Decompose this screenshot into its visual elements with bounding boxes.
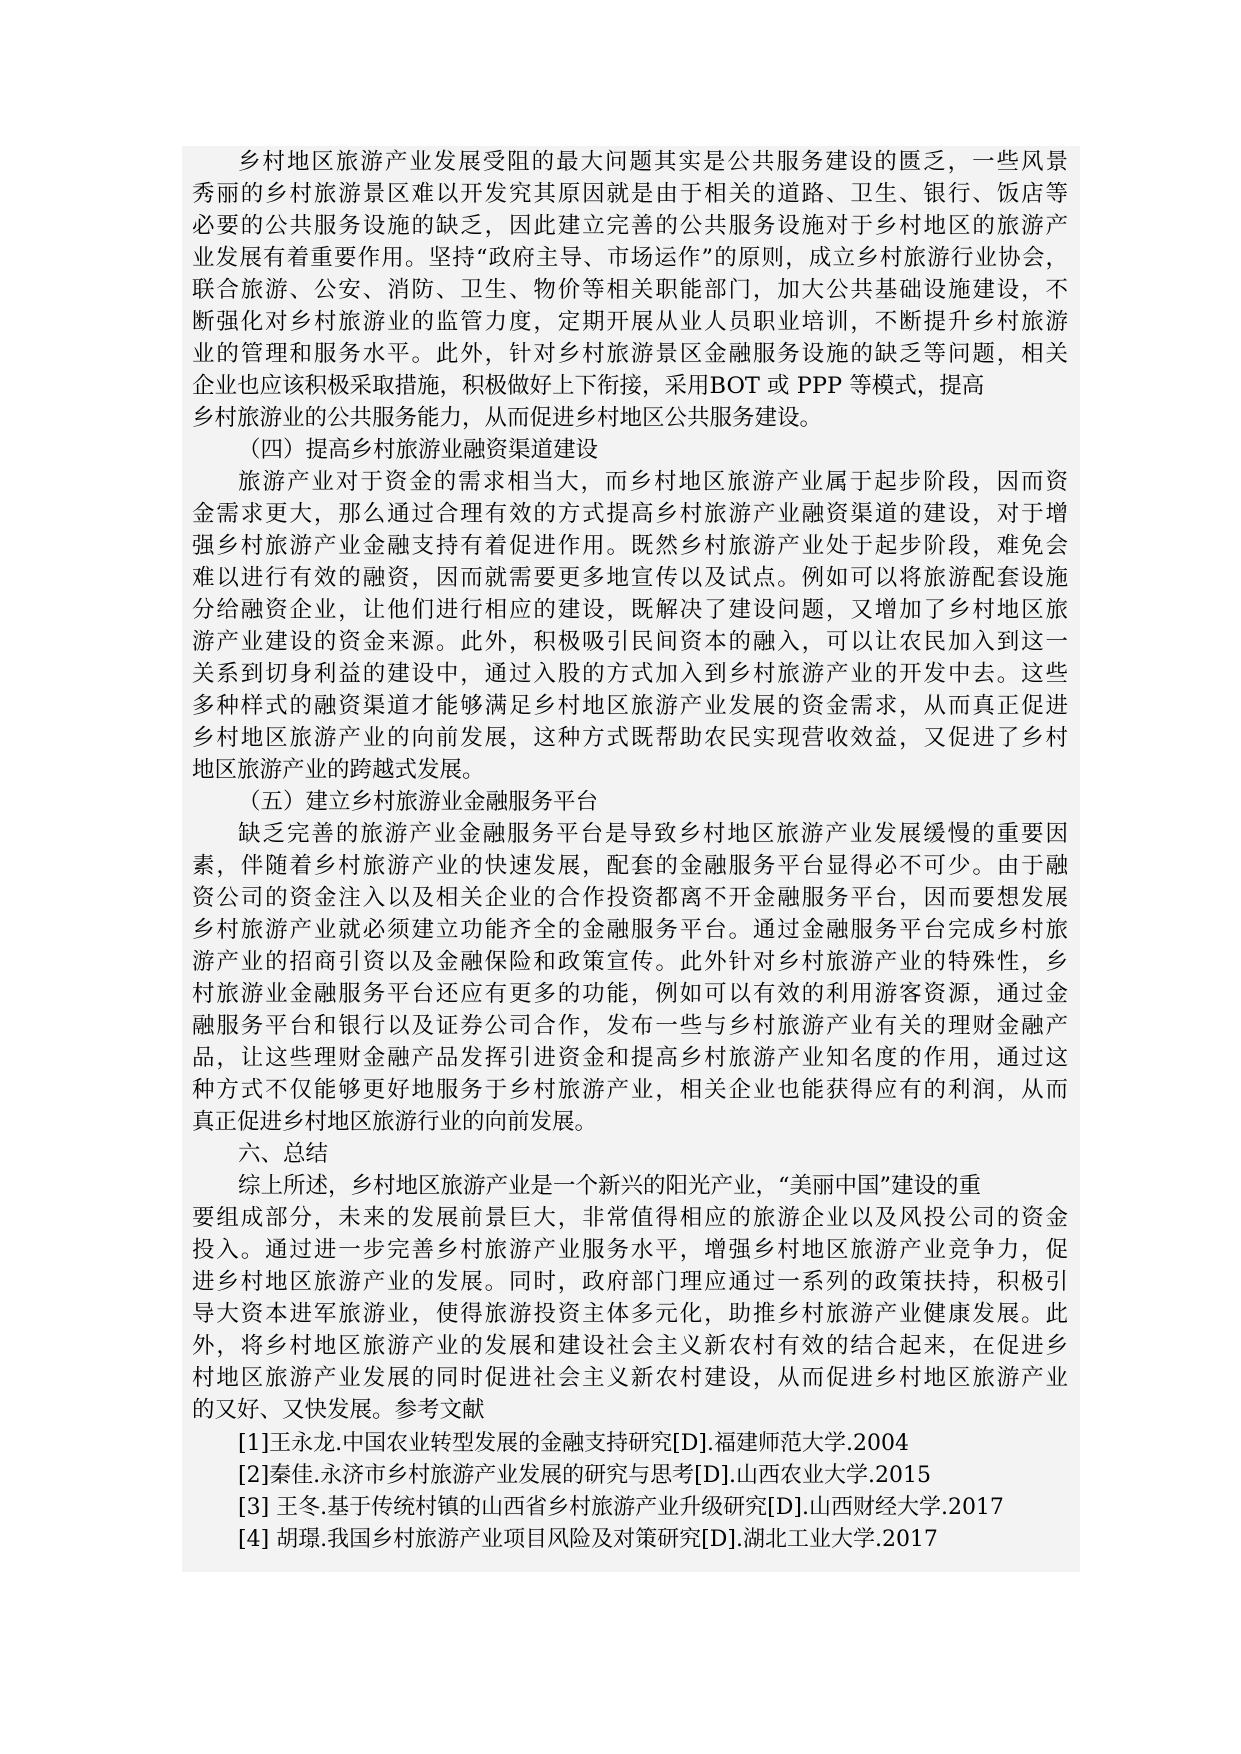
section-heading-4: （四）提高乡村旅游业融资渠道建设 bbox=[238, 437, 599, 463]
paragraph-line: 真正促进乡村地区旅游行业的向前发展。 bbox=[192, 1109, 598, 1135]
paragraph-line: 业发展有着重要作用。坚持“政府主导、市场运作”的原则，成立乡村旅游行业协会， bbox=[192, 245, 1068, 271]
paragraph-line: 投入。通过进一步完善乡村旅游产业服务水平，增强乡村地区旅游产业竞争力，促 bbox=[192, 1237, 1068, 1263]
paragraph-line: 金需求更大，那么通过合理有效的方式提高乡村旅游产业融资渠道的建设，对于增 bbox=[192, 501, 1068, 527]
paragraph-line: 乡村地区旅游产业的向前发展，这种方式既帮助农民实现营收效益，又促进了乡村 bbox=[192, 725, 1068, 751]
paragraph-line: 导大资本进军旅游业，使得旅游投资主体多元化，助推乡村旅游产业健康发展。此 bbox=[192, 1301, 1068, 1327]
paragraph-line: 多种样式的融资渠道才能够满足乡村地区旅游产业发展的资金需求，从而真正促进 bbox=[192, 693, 1068, 719]
paragraph-line: 外，将乡村地区旅游产业的发展和建设社会主义新农村有效的结合起来，在促进乡 bbox=[192, 1333, 1068, 1359]
paragraph-line: 企业也应该积极采取措施，积极做好上下衔接，采用BOT 或 PPP 等模式，提高 bbox=[192, 373, 985, 399]
paragraph-line: 村地区旅游产业发展的同时促进社会主义新农村建设，从而促进乡村地区旅游产业 bbox=[192, 1365, 1068, 1391]
paragraph-line: 难以进行有效的融资，因而就需要更多地宣传以及试点。例如可以将旅游配套设施 bbox=[192, 565, 1068, 591]
paragraph-line: 要组成部分，未来的发展前景巨大，非常值得相应的旅游企业以及风投公司的资金 bbox=[192, 1205, 1068, 1231]
paragraph-line: 联合旅游、公安、消防、卫生、物价等相关职能部门，加大公共基础设施建设，不 bbox=[192, 277, 1068, 303]
paragraph-line: 关系到切身利益的建设中，通过入股的方式加入到乡村旅游产业的开发中去。这些 bbox=[192, 661, 1068, 687]
paragraph-line: 旅游产业对于资金的需求相当大，而乡村地区旅游产业属于起步阶段，因而资 bbox=[238, 469, 1068, 495]
section-heading-5: （五）建立乡村旅游业金融服务平台 bbox=[238, 789, 599, 815]
paragraph-line: 业的管理和服务水平。此外，针对乡村旅游景区金融服务设施的缺乏等问题，相关 bbox=[192, 341, 1068, 367]
paragraph-line: 乡村地区旅游产业发展受阻的最大问题其实是公共服务建设的匮乏，一些风景 bbox=[238, 149, 1068, 175]
paragraph-line: 秀丽的乡村旅游景区难以开发究其原因就是由于相关的道路、卫生、银行、饭店等 bbox=[192, 181, 1068, 207]
paragraph-line: 乡村旅游产业就必须建立功能齐全的金融服务平台。通过金融服务平台完成乡村旅 bbox=[192, 917, 1068, 943]
paragraph-line: 种方式不仅能够更好地服务于乡村旅游产业，相关企业也能获得应有的利润，从而 bbox=[192, 1077, 1068, 1103]
paragraph-line: 融服务平台和银行以及证券公司合作，发布一些与乡村旅游产业有关的理财金融产 bbox=[192, 1013, 1068, 1039]
paragraph-line: 游产业建设的资金来源。此外，积极吸引民间资本的融入，可以让农民加入到这一 bbox=[192, 629, 1068, 655]
reference-item: [2]秦佳.永济市乡村旅游产业发展的研究与思考[D].山西农业大学.2015 bbox=[238, 1463, 931, 1488]
reference-item: [3] 王冬.基于传统村镇的山西省乡村旅游产业升级研究[D].山西财经大学.2017 bbox=[238, 1495, 1004, 1520]
paragraph-line: 品，让这些理财金融产品发挥引进资金和提高乡村旅游产业知名度的作用，通过这 bbox=[192, 1045, 1068, 1071]
paragraph-line: 分给融资企业，让他们进行相应的建设，既解决了建设问题，又增加了乡村地区旅 bbox=[192, 597, 1068, 623]
document-body bbox=[182, 146, 1080, 1572]
paragraph-line: 强乡村旅游产业金融支持有着促进作用。既然乡村旅游产业处于起步阶段，难免会 bbox=[192, 533, 1068, 559]
paragraph-line: 综上所述，乡村地区旅游产业是一个新兴的阳光产业，“美丽中国”建设的重 bbox=[238, 1173, 982, 1199]
paragraph-line: 素，伴随着乡村旅游产业的快速发展，配套的金融服务平台显得必不可少。由于融 bbox=[192, 853, 1068, 879]
paragraph-line: 游产业的招商引资以及金融保险和政策宣传。此外针对乡村旅游产业的特殊性，乡 bbox=[192, 949, 1068, 975]
reference-item: [4] 胡璟.我国乡村旅游产业项目风险及对策研究[D].湖北工业大学.2017 bbox=[238, 1527, 938, 1552]
section-heading-6: 六、总结 bbox=[238, 1141, 329, 1167]
paragraph-line: 乡村旅游业的公共服务能力，从而促进乡村地区公共服务建设。 bbox=[192, 405, 823, 431]
paragraph-line: 断强化对乡村旅游业的监管力度，定期开展从业人员职业培训，不断提升乡村旅游 bbox=[192, 309, 1068, 335]
paragraph-line: 地区旅游产业的跨越式发展。 bbox=[192, 757, 485, 783]
paragraph-line: 必要的公共服务设施的缺乏，因此建立完善的公共服务设施对于乡村地区的旅游产 bbox=[192, 213, 1068, 239]
paragraph-line: 缺乏完善的旅游产业金融服务平台是导致乡村地区旅游产业发展缓慢的重要因 bbox=[238, 821, 1068, 847]
paragraph-line: 进乡村地区旅游产业的发展。同时，政府部门理应通过一系列的政策扶持，积极引 bbox=[192, 1269, 1068, 1295]
paragraph-line: 资公司的资金注入以及相关企业的合作投资都离不开金融服务平台，因而要想发展 bbox=[192, 885, 1068, 911]
paragraph-line: 村旅游业金融服务平台还应有更多的功能，例如可以有效的利用游客资源，通过金 bbox=[192, 981, 1068, 1007]
reference-item: [1]王永龙.中国农业转型发展的金融支持研究[D].福建师范大学.2004 bbox=[238, 1431, 909, 1456]
paragraph-line: 的又好、又快发展。参考文献 bbox=[192, 1397, 485, 1423]
